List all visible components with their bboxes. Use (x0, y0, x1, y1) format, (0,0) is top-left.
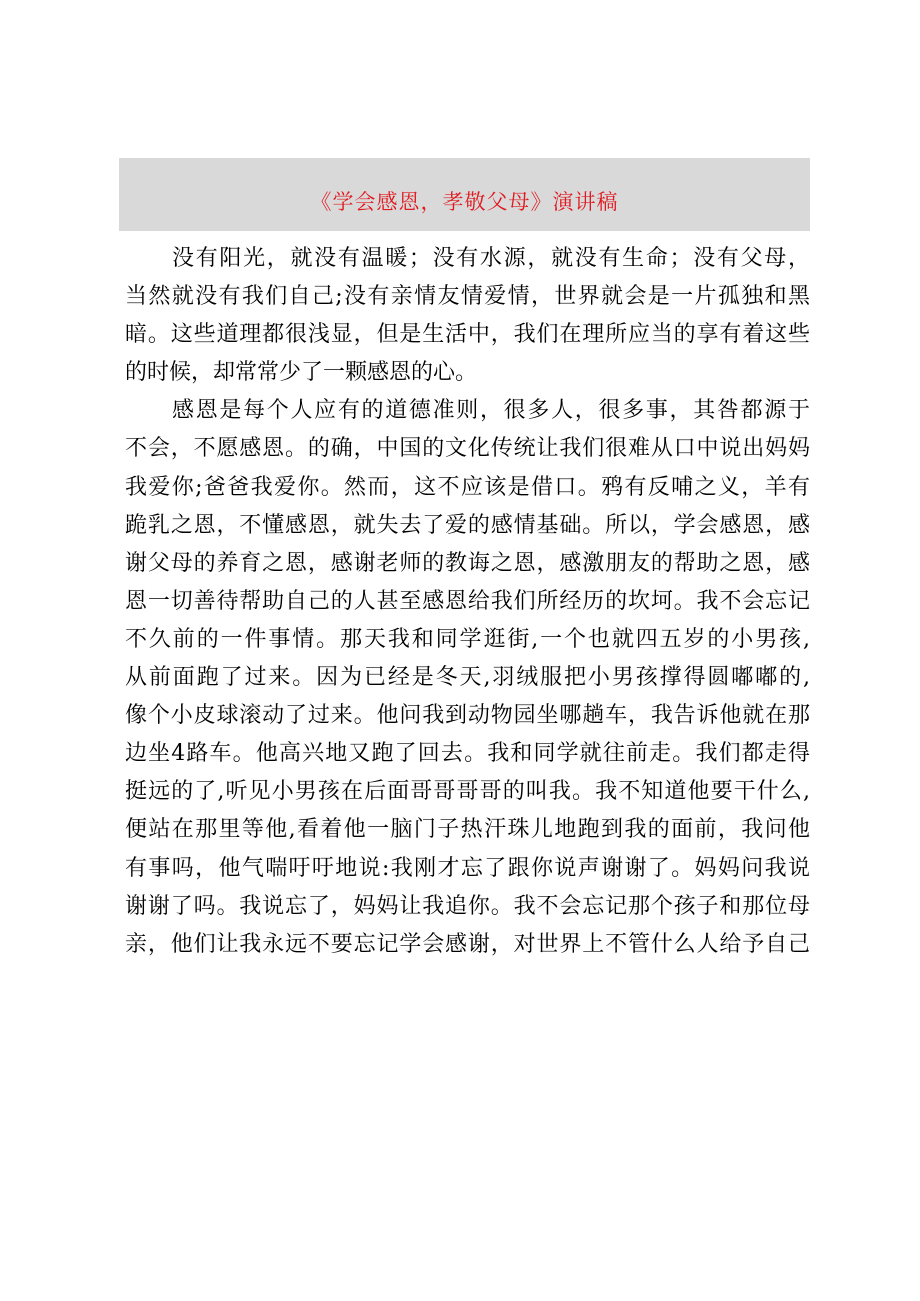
text-line: 像个小皮球滚动了过来。他问我到动物园坐哪趟车，我告诉他就在那 (125, 703, 810, 729)
text-line: 恩一切善待帮助自己的人甚至感恩给我们所经历的坎坷。我不会忘记 (125, 588, 810, 614)
text-line: 当然就没有我们自己;没有亲情友情爱情，世界就会是一片孤独和黑 (125, 284, 810, 310)
document-title: 《学会感恩，孝敬父母》演讲稿 (310, 190, 619, 214)
paragraph-2 (125, 392, 810, 963)
text-line: 跪乳之恩，不懂感恩，就失去了爱的感情基础。所以，学会感恩，感 (125, 512, 810, 538)
text-line: 亲，他们让我永远不要忘记学会感谢，对世界上不管什么人给予自己 (125, 931, 810, 957)
text-line: 感恩是每个人应有的道德准则，很多人，很多事，其咎都源于 (172, 398, 810, 424)
text-line: 有事吗，他气喘吁吁地说:我刚才忘了跟你说声谢谢了。妈妈问我说 (125, 855, 810, 881)
text-line: 我爱你;爸爸我爱你。然而，这不应该是借口。鸦有反哺之义，羊有 (125, 474, 810, 500)
text-line: 谢谢了吗。我说忘了，妈妈让我追你。我不会忘记那个孩子和那位母 (125, 893, 810, 919)
text-line: 挺远的了,听见小男孩在后面哥哥哥哥的叫我。我不知道他要干什么, (125, 779, 810, 805)
text-line: 不会，不愿感恩。的确，中国的文化传统让我们很难从口中说出妈妈 (125, 436, 810, 462)
text-line: 谢父母的养育之恩，感谢老师的教诲之恩，感激朋友的帮助之恩，感 (125, 550, 810, 576)
title-band (119, 158, 810, 231)
text-line: 没有阳光，就没有温暖；没有水源，就没有生命；没有父母， (172, 246, 810, 271)
text-line: 暗。这些道理都很浅显，但是生活中，我们在理所应当的享有着这些 (125, 322, 810, 348)
text-line: 的时候，却常常少了一颗感恩的心。 (125, 360, 478, 386)
document-body (125, 240, 810, 964)
paragraph-1 (125, 240, 810, 392)
text-line: 从前面跑了过来。因为已经是冬天,羽绒服把小男孩撑得圆嘟嘟的, (125, 665, 810, 691)
text-line: 不久前的一件事情。那天我和同学逛街,一个也就四五岁的小男孩, (125, 626, 810, 652)
text-line: 边坐4路车。他高兴地又跑了回去。我和同学就往前走。我们都走得 (125, 741, 810, 767)
text-line: 便站在那里等他,看着他一脑门子热汗珠儿地跑到我的面前，我问他 (125, 817, 810, 843)
